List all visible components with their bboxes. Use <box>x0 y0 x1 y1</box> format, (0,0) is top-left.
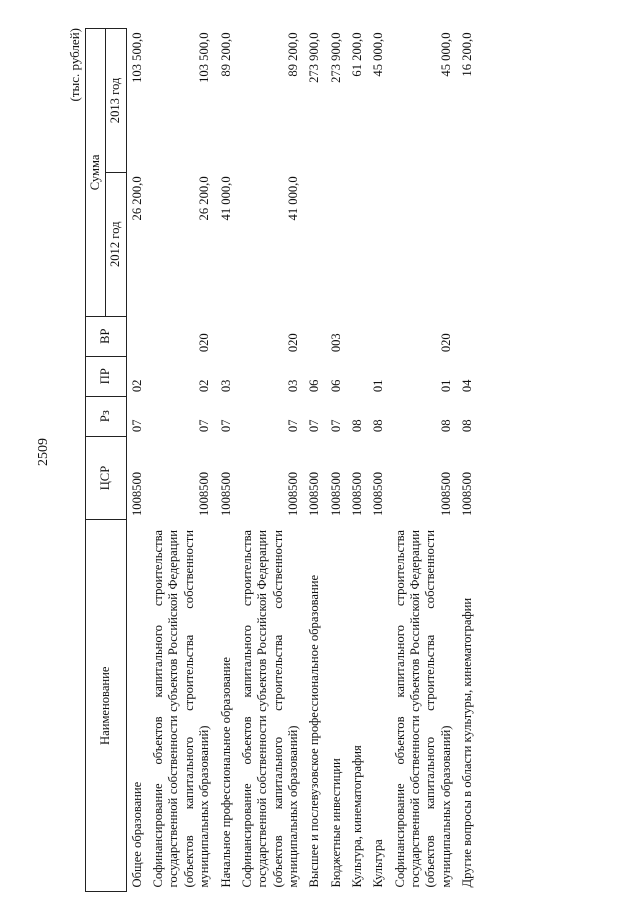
row-csr: 1008500 <box>371 471 386 516</box>
row-rz: 08 <box>460 419 475 433</box>
header-rz: Рз <box>86 396 127 436</box>
row-pr: 02 <box>129 379 144 393</box>
table-row <box>304 29 325 892</box>
table-row <box>368 29 389 892</box>
row-csr: 1008500 <box>129 471 144 516</box>
row-amount-2013: 103 500,0 <box>129 32 144 83</box>
row-csr: 1008500 <box>438 471 453 516</box>
row-amount-2013: 273 900,0 <box>328 32 343 83</box>
row-amount-2012 <box>390 172 457 316</box>
row-rz: 07 <box>197 419 212 433</box>
table-row <box>126 29 148 892</box>
row-name: Культура <box>371 839 386 888</box>
units-label: (тыс. рублей) <box>67 28 82 102</box>
row-rz: 07 <box>285 419 300 433</box>
page-number: 2509 <box>36 438 51 466</box>
row-name: Высшее и послевузовское профессиональное образование <box>307 574 322 888</box>
row-pr: 04 <box>460 379 475 393</box>
table-row <box>457 29 478 892</box>
row-amount-2012: 41 000,0 <box>285 176 300 221</box>
row-amount-2013: 61 200,0 <box>350 32 365 77</box>
row-amount-2012 <box>326 172 347 316</box>
row-rz: 07 <box>129 419 144 433</box>
row-pr: 01 <box>438 379 453 393</box>
row-rz: 07 <box>307 419 322 433</box>
row-csr: 1008500 <box>197 471 212 516</box>
header-row <box>86 29 106 892</box>
row-amount-2013: 103 500,0 <box>197 32 212 83</box>
row-csr: 1008500 <box>350 471 365 516</box>
row-amount-2013: 45 000,0 <box>438 32 453 77</box>
header-name: Наименование <box>86 520 127 892</box>
row-vr: 020 <box>438 333 453 353</box>
row-name: Общее образование <box>129 781 144 888</box>
row-pr <box>347 356 368 396</box>
row-name: Культура, кинематография <box>350 745 365 888</box>
row-pr: 06 <box>307 379 322 393</box>
row-pr: 03 <box>218 379 233 393</box>
row-pr: 03 <box>285 379 300 393</box>
header-sum: Сумма <box>86 29 106 317</box>
table-body <box>126 29 478 892</box>
row-name: Софинансирование объектов капитального строительства государственной собственности субъектов Российской Федерации (объектов капитального строительства собственности муниципальных образований) <box>392 530 453 888</box>
header-2012: 2012 год <box>106 172 126 316</box>
header-vr: ВР <box>86 316 127 356</box>
header-pr: ПР <box>86 356 127 396</box>
row-name: Начальное профессиональное образование <box>218 657 233 888</box>
row-vr <box>347 316 368 356</box>
row-vr <box>457 316 478 356</box>
table-row <box>390 29 457 892</box>
row-vr <box>126 316 148 356</box>
row-rz: 08 <box>350 419 365 433</box>
row-rz: 07 <box>328 419 343 433</box>
row-csr: 1008500 <box>285 471 300 516</box>
header-csr: ЦСР <box>86 436 127 520</box>
row-name: Софинансирование объектов капитального строительства государственной собственности субъектов Российской Федерации (объектов капитального строительства собственности муниципальных образований) <box>151 530 212 888</box>
table-row <box>326 29 347 892</box>
row-name: Бюджетные инвестиции <box>328 758 343 888</box>
row-pr: 02 <box>197 379 212 393</box>
row-amount-2012 <box>457 172 478 316</box>
table-row <box>237 29 304 892</box>
table-row <box>347 29 368 892</box>
row-amount-2012 <box>347 172 368 316</box>
row-amount-2013: 273 900,0 <box>307 32 322 83</box>
row-rz: 07 <box>218 419 233 433</box>
row-name: Софинансирование объектов капитального строительства государственной собственности субъектов Российской Федерации (объектов капитального строительства собственности муниципальных образований) <box>239 530 300 888</box>
row-pr: 01 <box>371 379 386 393</box>
row-vr <box>216 316 237 356</box>
row-name: Другие вопросы в области культуры, кинематографии <box>460 597 475 888</box>
row-csr: 1008500 <box>328 471 343 516</box>
row-pr: 06 <box>328 379 343 393</box>
table-row <box>216 29 237 892</box>
table-row <box>148 29 215 892</box>
row-vr: 003 <box>328 333 343 353</box>
row-amount-2013: 89 200,0 <box>218 32 233 77</box>
header-2013: 2013 год <box>106 29 126 173</box>
row-rz: 08 <box>371 419 386 433</box>
row-csr: 1008500 <box>460 471 475 516</box>
row-vr: 020 <box>197 333 212 353</box>
row-csr: 1008500 <box>307 471 322 516</box>
row-amount-2013: 16 200,0 <box>460 32 475 77</box>
row-csr: 1008500 <box>218 471 233 516</box>
row-amount-2012 <box>368 172 389 316</box>
budget-table <box>85 28 479 892</box>
row-amount-2012: 41 000,0 <box>218 176 233 221</box>
row-vr: 020 <box>285 333 300 353</box>
row-vr <box>368 316 389 356</box>
row-amount-2012: 26 200,0 <box>197 176 212 221</box>
row-amount-2012: 26 200,0 <box>129 176 144 221</box>
row-amount-2013: 45 000,0 <box>371 32 386 77</box>
row-rz: 08 <box>438 419 453 433</box>
row-amount-2013: 89 200,0 <box>285 32 300 77</box>
rotated-content <box>67 22 587 892</box>
budget-table-frame <box>67 22 587 892</box>
row-vr <box>304 316 325 356</box>
row-amount-2012 <box>304 172 325 316</box>
